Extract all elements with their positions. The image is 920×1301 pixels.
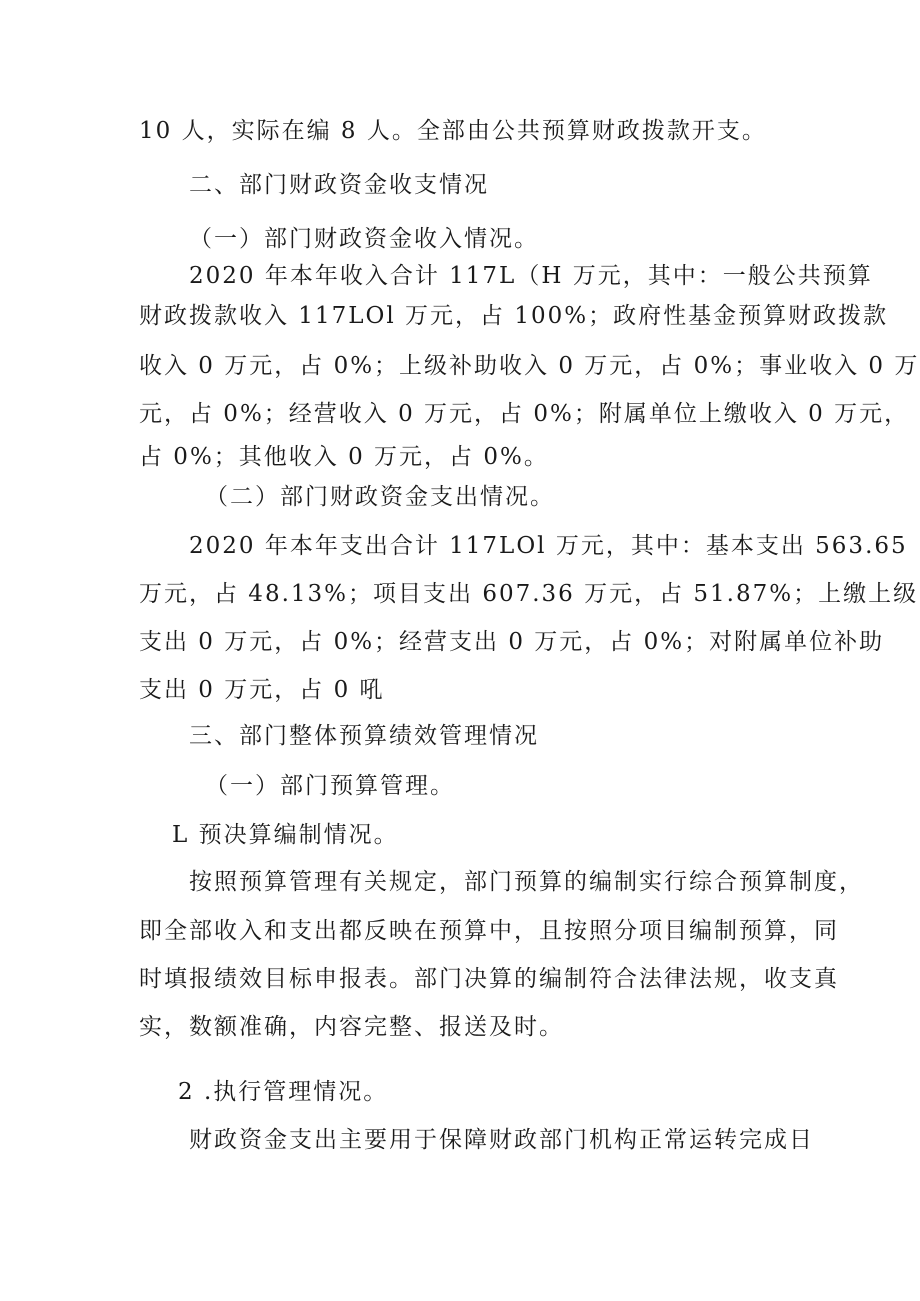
paragraph-line: 10 人，实际在编 8 人。全部由公共预算财政拨款开支。 bbox=[139, 118, 767, 144]
paragraph-line: 即全部收入和支出都反映在预算中，且按照分项目编制预算，同 bbox=[139, 918, 839, 944]
paragraph-line: 时填报绩效目标申报表。部门决算的编制符合法律法规，收支真 bbox=[139, 966, 839, 992]
paragraph-line: 财政资金支出主要用于保障财政部门机构正常运转完成日 bbox=[189, 1127, 814, 1153]
paragraph-line: 收入 0 万元，占 0%；上级补助收入 0 万元，占 0%；事业收入 0 万 bbox=[139, 353, 920, 379]
paragraph-line: 2020 年本年支出合计 117LOl 万元，其中：基本支出 563.65 bbox=[189, 533, 908, 559]
subsection-heading: L 预决算编制情况。 bbox=[172, 822, 399, 848]
paragraph-line: 实，数额准确，内容完整、报送及时。 bbox=[139, 1014, 564, 1040]
paragraph-line: 支出 0 万元，占 0%；经营支出 0 万元，占 0%；对附属单位补助 bbox=[139, 629, 885, 655]
paragraph-line: 占 0%；其他收入 0 万元，占 0%。 bbox=[139, 444, 549, 470]
paragraph-line: 万元，占 48.13%；项目支出 607.36 万元，占 51.87%；上缴上级 bbox=[139, 581, 919, 607]
paragraph-line: 2020 年本年收入合计 117L（H 万元，其中：一般公共预算 bbox=[189, 263, 873, 289]
subsection-heading: （一）部门预算管理。 bbox=[205, 773, 455, 799]
paragraph-line: 财政拨款收入 117LOl 万元，占 100%；政府性基金预算财政拨款 bbox=[139, 303, 889, 329]
subsection-heading: 2 .执行管理情况。 bbox=[178, 1079, 389, 1105]
paragraph-line: 支出 0 万元，占 0 吼 bbox=[139, 677, 385, 703]
paragraph-line: 元，占 0%；经营收入 0 万元，占 0%；附属单位上缴收入 0 万元， bbox=[139, 401, 910, 427]
section-heading: 三、部门整体预算绩效管理情况 bbox=[189, 723, 539, 749]
subsection-heading: （一）部门财政资金收入情况。 bbox=[189, 226, 539, 252]
section-heading: 二、部门财政资金收支情况 bbox=[189, 172, 489, 198]
subsection-heading: （二）部门财政资金支出情况。 bbox=[205, 484, 555, 510]
paragraph-line: 按照预算管理有关规定，部门预算的编制实行综合预算制度， bbox=[189, 869, 864, 895]
